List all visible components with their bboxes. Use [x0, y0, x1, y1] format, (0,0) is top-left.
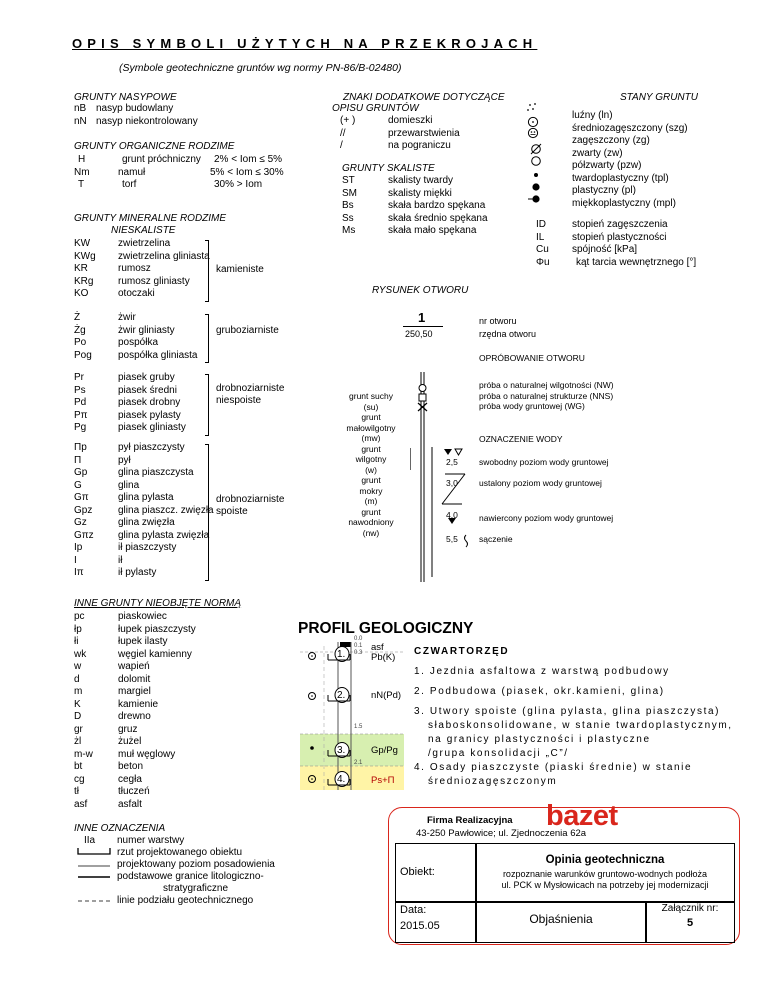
list-item: gr gruz: [74, 723, 138, 735]
group-label: niespoiste: [216, 395, 262, 406]
list-item: mokry: [359, 485, 383, 496]
semi-hard-icon: [532, 157, 541, 166]
list-item: d dolomit: [74, 673, 151, 685]
list-item: (su): [363, 401, 379, 412]
stiff-plastic-icon: [534, 173, 538, 177]
nasypowe-heading: GRUNTY NASYPOWE: [74, 92, 177, 103]
niespoiste-group: [74, 372, 186, 435]
state-marker: [310, 746, 314, 750]
list-item: podstawowe granice litologiczno-: [117, 871, 264, 882]
group-label: drobnoziarniste: [216, 383, 285, 394]
list-item: bt beton: [74, 761, 144, 772]
list-item: Gz glina zwięzła: [74, 517, 175, 528]
layer-number: 3.: [337, 745, 346, 756]
borehole-drawing: [410, 372, 470, 582]
list-item: spójność [kPa]: [572, 244, 638, 255]
list-item: H grunt próchniczny 2% < Iom ≤ 5%: [78, 154, 283, 165]
list-item: Gπ glina pylasta: [74, 492, 174, 503]
inne-grunty-heading: INNE GRUNTY NIEOBJĘTE NORMĄ: [74, 598, 242, 609]
nasypowe-list: [74, 103, 198, 128]
soft-plastic-icon: [528, 195, 540, 202]
znaki-list: [340, 115, 460, 153]
list-item: SM skalisty miękki: [342, 187, 452, 199]
borehole-elevation: 250,50: [405, 329, 433, 339]
moisture-list: [340, 391, 402, 538]
znaki-heading-2: OPISU GRUNTÓW: [332, 103, 419, 114]
water-depth: 2,5: [446, 457, 458, 467]
profile-title: PROFIL GEOLOGICZNY: [298, 620, 474, 637]
list-item: w wapień: [74, 661, 150, 672]
list-item: stopień zagęszczenia: [572, 219, 668, 230]
group-label: drobnoziarniste: [216, 494, 285, 505]
samples-list: [479, 380, 614, 412]
list-item: małowilgotny: [346, 422, 396, 433]
organiczne-heading: GRUNTY ORGANICZNE RODZIME: [74, 141, 235, 152]
water-depth: 3,0: [446, 478, 458, 488]
list-item: zagęszczony (zg): [572, 135, 650, 146]
brace: [205, 444, 209, 581]
sampling-heading: OPRÓBOWANIE OTWORU: [479, 353, 585, 363]
water-label: sączenie: [479, 534, 513, 544]
list-item: KRg rumosz gliniasty: [74, 275, 190, 287]
list-item: wk węgiel kamienny: [74, 648, 192, 660]
page-title: OPIS SYMBOLI UŻYTYCH NA PRZEKROJACH: [72, 36, 538, 51]
list-item: Ss skała średnio spękana: [342, 212, 488, 224]
list-item: D drewno: [74, 711, 151, 722]
list-item: / na pograniczu: [340, 140, 451, 151]
list-item: pc piaskowiec: [74, 611, 167, 622]
list-item: Pd piasek drobny: [74, 397, 181, 408]
object-outline-icon: [78, 848, 110, 854]
list-item: Ip ił piaszczysty: [74, 542, 177, 553]
water-depth: 5,5: [446, 534, 458, 544]
date-label: Data:: [400, 904, 427, 916]
list-item: KWg zwietrzelina gliniasta: [74, 250, 210, 262]
mineralne-heading: GRUNTY MINERALNE RODZIME: [74, 213, 227, 224]
list-item: plastyczny (pl): [572, 185, 636, 196]
list-item: próba o naturalnej wilgotności (NW): [479, 380, 614, 390]
list-item: próba o naturalnej strukturze (NNS): [479, 390, 614, 401]
depth-label: 1.5: [354, 724, 363, 730]
depth-label: 0.3: [354, 650, 363, 656]
doc-desc: ul. PCK w Mysłowicach na potrzeby jej modernizacji: [501, 880, 709, 890]
list-item: grunt: [361, 412, 381, 422]
seepage-icon: [465, 535, 468, 547]
list-item: G glina: [74, 479, 140, 491]
list-item: rzut projektowanego obiektu: [117, 847, 243, 858]
list-item: Pπ piasek pylasty: [74, 409, 181, 421]
company-logo: bazet: [546, 800, 618, 832]
list-item: linie podziału geotechnicznego: [117, 895, 254, 906]
layer-code: Pb(K): [371, 652, 396, 663]
list-item: (w): [365, 464, 377, 475]
depth-label: 0.0: [354, 636, 363, 642]
water-heading: OZNACZENIE WODY: [479, 434, 563, 444]
layer-number-symbol: IIa: [84, 835, 96, 846]
layer-code: Ps+Π: [371, 775, 395, 786]
legend-item: średniozagęszczonym: [428, 776, 558, 787]
doc-desc: rozpoznanie warunków gruntowo-wodnych podłoża: [502, 869, 708, 879]
list-item: KW zwietrzelina: [74, 238, 171, 249]
plastic-icon: [532, 183, 539, 190]
layer-number: 2.: [337, 690, 346, 701]
legend-item: /grupa konsolidacji „C”/: [428, 748, 569, 759]
stany-heading: STANY GRUNTU: [620, 92, 698, 103]
content-title: Objaśnienia: [529, 912, 593, 926]
free-water-icon: [444, 449, 462, 455]
list-item: numer warstwy: [117, 835, 185, 846]
list-item: (mw): [361, 433, 381, 443]
number-label: nr otworu: [479, 316, 517, 326]
stany-list: [572, 110, 688, 210]
list-item: Pg piasek gliniasty: [74, 422, 186, 433]
legend-heading: CZWARTORZĘD: [414, 646, 510, 657]
list-item: grunt: [361, 475, 381, 485]
list-item: miękkoplastyczny (mpl): [572, 197, 676, 209]
inne-oznaczenia-heading: INNE OZNACZENIA: [74, 823, 166, 834]
list-item: próba wody gruntowej (WG): [479, 401, 585, 411]
list-item: nN nasyp niekontrolowany: [74, 115, 198, 127]
list-item: Pr piasek gruby: [74, 372, 175, 383]
list-item: średniozagęszczony (szg): [572, 122, 688, 134]
list-item: T torf 30% > Iom: [78, 179, 263, 190]
list-item: Żg żwir gliniasty: [74, 324, 175, 336]
spoiste-group: [74, 442, 214, 580]
list-item: Ż żwir: [74, 312, 136, 323]
water-label: ustalony poziom wody gruntowej: [479, 478, 602, 488]
group-label: spoiste: [216, 506, 248, 517]
depth-label: 0.1: [354, 643, 363, 649]
list-item: Iπ ił pylasty: [74, 567, 157, 578]
stany-symbols: [525, 100, 555, 206]
oznaczenia-symbols: [76, 846, 112, 906]
params-codes: [536, 219, 550, 269]
legend-item: 3. Utwory spoiste (glina pylasta, glina piaszczysta): [414, 706, 721, 717]
organiczne-list: [74, 154, 284, 192]
list-item: grunt suchy: [349, 391, 393, 401]
znaki-heading: ZNAKI DODATKOWE DOTYCZĄCE: [343, 92, 505, 103]
layer-number: 1.: [337, 649, 346, 660]
group-label: gruboziarniste: [216, 325, 279, 336]
list-item: półzwarty (pzw): [572, 160, 642, 171]
otwor-heading: RYSUNEK OTWORU: [372, 285, 469, 296]
list-item: (m): [364, 496, 378, 506]
firm-label: Firma Realizacyjna: [427, 815, 513, 826]
list-item: Ps piasek średni: [74, 384, 177, 396]
date-value: 2015.05: [400, 920, 440, 932]
list-item: grunt: [361, 443, 381, 454]
annex-label: Załącznik nr:: [661, 903, 719, 914]
list-item: I ił: [74, 554, 123, 566]
list-item: asf asfalt: [74, 798, 142, 810]
legend-item: 4. Osady piaszczyste (piaski średnie) w stanie: [414, 762, 693, 773]
list-item: ST skalisty twardy: [342, 175, 454, 186]
params-list: [572, 219, 696, 269]
skaliste-heading: GRUNTY SKALISTE: [342, 163, 435, 174]
water-label: swobodny poziom wody gruntowej: [479, 457, 609, 467]
legend-item: 2. Podbudowa (piasek, okr.kamieni, glina): [414, 686, 665, 697]
medium-dense-icon: [528, 117, 537, 126]
list-item: wilgotny: [355, 454, 387, 464]
brace: [205, 374, 209, 436]
list-item: Pog pospółka gliniasta: [74, 349, 198, 361]
skaliste-list: [342, 175, 488, 238]
depth-label: 2.1: [354, 760, 363, 766]
list-item: m-w muł węglowy: [74, 748, 176, 760]
brace: [205, 240, 209, 302]
hard-icon: [531, 144, 541, 154]
firm-address: 43-250 Pawłowice; ul. Zjednoczenia 62a: [416, 828, 587, 839]
list-item: IL: [536, 231, 545, 243]
layer-number: 4.: [337, 774, 346, 785]
layer-code: asf: [371, 642, 384, 653]
list-item: Ms skała mało spękana: [342, 225, 477, 236]
wg-sample-icon: [418, 403, 427, 411]
list-item: KR rumosz: [74, 263, 151, 274]
list-item: m margiel: [74, 686, 151, 697]
list-item: ID: [536, 219, 546, 230]
list-item: Gπz glina pylasta zwięzła: [74, 529, 210, 541]
number-divider: [403, 326, 443, 327]
list-item: łp łupek piaszczysty: [74, 623, 196, 635]
list-item: kąt tarcia wewnętrznego [°]: [576, 256, 697, 268]
legend-item: słaboskonsolidowane, w stanie twardoplastycznym,: [428, 720, 733, 731]
gruboziarniste-group: [74, 312, 198, 362]
object-label: Obiekt:: [400, 866, 435, 878]
loose-icon: [527, 103, 536, 111]
layer-code: Gp/Pg: [371, 745, 398, 756]
list-item: Πp pył piaszczysty: [74, 442, 185, 453]
borehole-number: 1: [418, 310, 426, 325]
doc-title: Opinia geotechniczna: [545, 854, 665, 866]
list-item: Cu: [536, 244, 549, 255]
list-item: K kamienie: [74, 698, 159, 710]
list-item: żl żużel: [74, 736, 142, 747]
list-item: Bs skała bardzo spękana: [342, 200, 486, 211]
water-depth: 4,0: [446, 510, 458, 520]
list-item: cg cegła: [74, 773, 142, 785]
list-item: KO otoczaki: [74, 288, 155, 299]
list-item: stratygraficzne: [163, 883, 229, 894]
inne-grunty-list: [74, 611, 196, 811]
group-label: kamieniste: [216, 264, 264, 275]
list-item: (+ ) domieszki: [340, 115, 433, 126]
nns-sample-icon: [419, 394, 426, 401]
list-item: nawodniony: [348, 517, 394, 527]
list-item: Po pospółka: [74, 337, 159, 348]
page-subtitle: (Symbole geotechniczne gruntów wg normy PN-86/B-02480): [119, 62, 402, 74]
dense-icon: [528, 128, 537, 137]
nw-sample-icon: [419, 385, 426, 392]
water-label: nawiercony poziom wody gruntowej: [479, 513, 614, 523]
layer-code: nN(Pd): [371, 690, 402, 701]
list-item: łi łupek ilasty: [74, 636, 168, 647]
list-item: Π pył: [74, 454, 131, 466]
legend-item: na granicy plastyczności i plastyczne: [428, 734, 651, 745]
list-item: tł tłuczeń: [74, 786, 150, 797]
list-item: luźny (ln): [572, 110, 613, 121]
list-item: Gpz glina piaszcz. zwięzła: [74, 504, 214, 516]
legend-item: 1. Jezdnia asfaltowa z warstwą podbudowy: [414, 666, 670, 677]
annex-number: 5: [686, 917, 694, 929]
list-item: Gp glina piaszczysta: [74, 467, 194, 478]
list-item: twardoplastyczny (tpl): [572, 172, 669, 184]
list-item: // przewarstwienia: [340, 127, 460, 139]
mineralne-subheading: NIESKALISTE: [111, 225, 176, 236]
brace: [205, 314, 209, 363]
list-item: Φu: [536, 256, 550, 268]
kamieniste-group: [74, 238, 210, 301]
list-item: (nw): [362, 527, 380, 538]
list-item: grunt: [361, 506, 381, 517]
list-item: stopień plastyczności: [572, 231, 667, 243]
list-item: nB nasyp budowlany: [74, 103, 174, 114]
elevation-label: rzędna otworu: [479, 329, 537, 339]
list-item: projektowany poziom posadowienia: [117, 859, 275, 870]
list-item: Nm namuł 5% < Iom ≤ 30%: [74, 166, 284, 178]
list-item: zwarty (zw): [572, 147, 623, 159]
